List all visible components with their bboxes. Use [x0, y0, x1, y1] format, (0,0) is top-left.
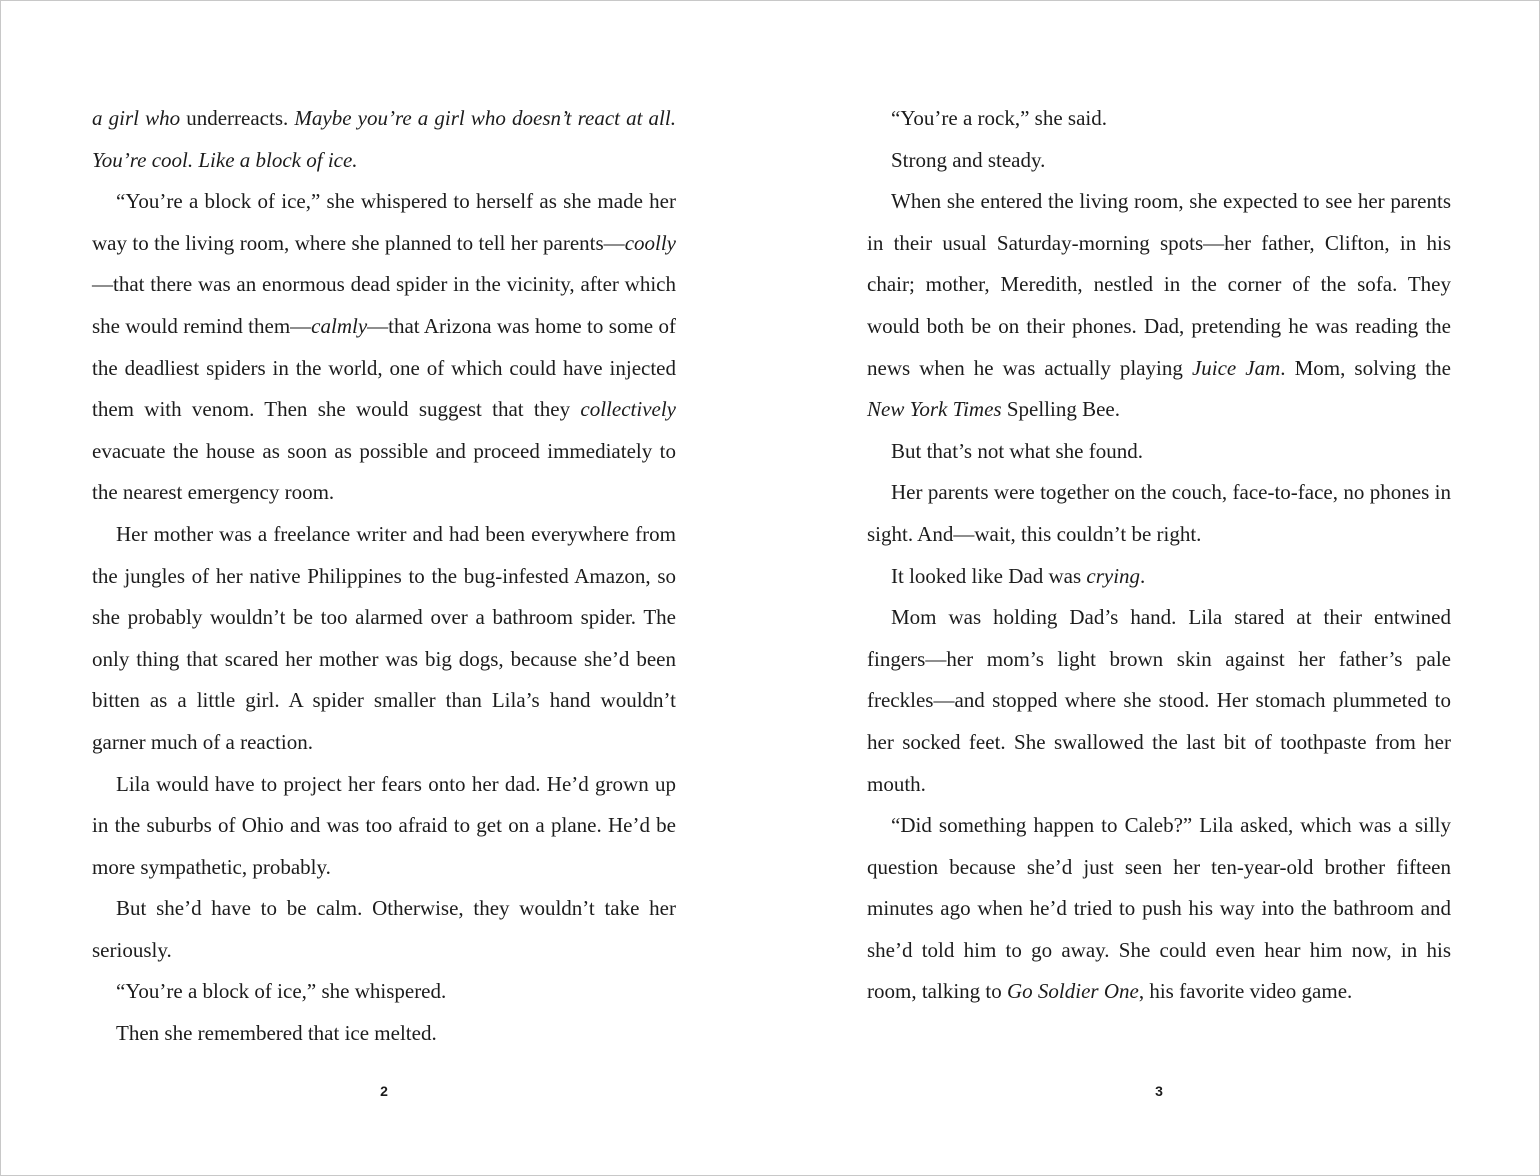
paragraph: Strong and steady.	[891, 147, 1046, 172]
paragraph: Lila would have to project her fears onto her dad. He’d grown up in the suburbs of Ohio and was too afraid to get on a plane. He’d be more sympathetic, probably.	[92, 771, 676, 879]
right-page-text	[867, 98, 1451, 1013]
italic-text: coolly	[624, 230, 676, 255]
right-page	[867, 1, 1451, 1175]
paragraph: Her parents were together on the couch, face-to-face, no phones in sight. And—wait, this couldn’t be right.	[867, 480, 1451, 546]
text-run: “You’re a block of ice,” she whispered to herself as she made her way to the living room, where she planned to tell her parents—	[92, 189, 676, 255]
text-run: underreacts.	[180, 106, 295, 130]
italic-text: crying	[1086, 563, 1141, 588]
italic-text: a girl who	[92, 106, 181, 130]
paragraph: But that’s not what she found.	[891, 438, 1143, 463]
paragraph: “You’re a block of ice,” she whispered.	[116, 979, 447, 1004]
text-run: , his favorite video game.	[1138, 979, 1353, 1004]
italic-text: Go Soldier One	[1007, 979, 1139, 1004]
italic-text: collectively	[580, 397, 676, 422]
paragraph	[92, 98, 676, 181]
paragraph	[867, 556, 1451, 598]
text-run: —that there was an enormous dead spider in the vicinity, after which she would remind them—	[92, 272, 676, 338]
paragraph: But she’d have to be calm. Otherwise, they wouldn’t take her seriously.	[92, 896, 676, 962]
italic-text: calmly	[311, 313, 368, 338]
paragraph	[92, 181, 676, 514]
text-run: evacuate the house as soon as possible and proceed immediately to the nearest emergency room.	[92, 438, 676, 505]
paragraph: Her mother was a freelance writer and had been everywhere from the jungles of her native Philippines to the bug-infested Amazon, so she probably wouldn’t be too alarmed over a bathroom spider. The only thing that scared her mother was big dogs, because she’d been bitten as a little girl. A spider smaller than Lila’s hand wouldn’t garner much of a reaction.	[92, 521, 676, 754]
left-page	[92, 1, 676, 1175]
italic-text: Maybe you’re a girl who doesn’t react at all. You’re cool. Like a block of ice.	[92, 106, 676, 172]
paragraph: Then she remembered that ice melted.	[116, 1021, 437, 1046]
page-number: 3	[1155, 1083, 1163, 1099]
italic-text: New York Times	[867, 397, 1002, 422]
left-page-text	[92, 98, 676, 1055]
text-run: When she entered the living room, she expected to see her parents in their usual Saturday-morning spots—her father, Clifton, in his chair; mother, Meredith, nestled in the corner of the sofa. They would both be on their phones. Dad, pretending he was reading the news when he was actually playing	[867, 189, 1451, 380]
paragraph	[867, 181, 1451, 431]
text-run: —that Arizona was home to some of the deadliest spiders in the world, one of which could have injected them with venom. Then she would suggest that they	[92, 313, 676, 422]
text-run: . Mom, solving the	[1280, 355, 1451, 380]
text-run: “Did something happen to Caleb?” Lila asked, which was a silly question because she’d just seen her ten-year-old brother fifteen minutes ago when he’d tried to push his way into the bathroom and she’d told him to go away. She could even hear him now, in his room, talking to	[867, 813, 1451, 1004]
italic-text: Juice Jam	[1191, 355, 1281, 380]
text-run: .	[1140, 563, 1146, 588]
paragraph	[867, 805, 1451, 1013]
text-run: It looked like Dad was	[891, 563, 1087, 588]
paragraph: “You’re a rock,” she said.	[891, 106, 1107, 130]
text-run: Spelling Bee.	[1001, 397, 1120, 422]
paragraph: Mom was holding Dad’s hand. Lila stared at their entwined fingers—her mom’s light brown skin against her father’s pale freckles—and stopped where she stood. Her stomach plummeted to her socked feet. She swallowed the last bit of toothpaste from her mouth.	[867, 605, 1451, 796]
page-number: 2	[380, 1083, 388, 1099]
